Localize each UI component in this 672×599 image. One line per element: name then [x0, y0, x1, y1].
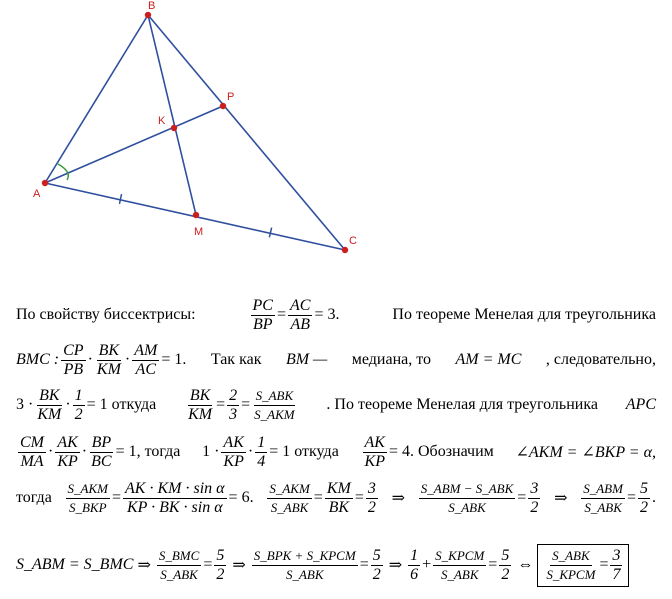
- formula: $\frac{\text{S\_BMC}}{\text{S\_ABK}}$ = $\frac{5}{2}$: [158, 546, 225, 583]
- formula: $\frac{\text{S\_ABM}}{\text{S\_ABK}}$ = $\frac{5}{2}$ .: [583, 479, 656, 516]
- label-p: P: [227, 91, 235, 103]
- formula: $\frac{\text{S\_ABM − S\_ABK}}{\text{S\_ABK}}$ = $\frac{3}{2}$: [420, 479, 539, 516]
- text-fragment: По теореме Менелая для треугольника: [392, 306, 656, 323]
- text-line-4: $\frac{CM}{MA}$ · $\frac{AK}{KP}$ · $\frac{BP}{BC}$ = 1, тогда 1 · $\frac{AK}{KP}$ · $\frac{1}{4}$ = 1 откуда $\frac{AK}{KP}$ = 4. Обозначим ∠AKM = ∠BKP = α,: [16, 430, 656, 474]
- triangle-figure: [0, 0, 672, 275]
- segment-ab: [45, 15, 148, 183]
- label-b: B: [148, 0, 156, 12]
- text-line-1: [16, 293, 656, 337]
- text-fragment: По свойству биссектрисы:: [16, 306, 196, 323]
- point-p: [220, 103, 226, 109]
- segment-bm: [148, 15, 196, 215]
- point-b: [145, 12, 151, 18]
- formula: $\frac{1}{6}$ + $\frac{\text{S\_KPCM}}{\text{S\_ABK}}$ = $\frac{5}{2}$: [410, 546, 510, 583]
- formula: $\frac{\text{S\_AKM}}{\text{S\_ABK}}$ = $\frac{KM}{BK}$ = $\frac{3}{2}$: [269, 479, 376, 516]
- segment-bc: [148, 15, 345, 250]
- formula: $\frac{AK}{KP}$ = 4. Обозначим: [364, 433, 494, 470]
- formula: $\frac{\text{S\_AKM}}{\text{S\_BKP}}$ = $\frac{\text{AK · KM · sin α}}{\text{KP · BK · sin α}}$ = 6.: [67, 479, 254, 516]
- tick-am: [119, 194, 121, 204]
- answer-box: $\frac{\text{S\_ABK}}{\text{S\_KPCM}}$ = $\frac{3}{7}$: [537, 544, 629, 587]
- text-line-5: тогда $\frac{\text{S\_AKM}}{\text{S\_BKP}}$ = $\frac{\text{AK · KM · sin α}}{\text{KP · BK · sin α}}$ = 6. $\frac{\text{S\_AKM}}{\text{S\_ABK}}$ = $\frac{KM}{BK}$ = $\frac{3}{2}$ ⇒ $\frac{\text{S\_ABM − S\_ABK}}{\text{S\_ABK}}$ = $\frac{3}{2}$ ⇒ $\frac{\text{S\_ABM}}{\text{S\_ABK}}$ = $\frac{5}{2}$ .: [16, 479, 656, 516]
- text-line-2: BMC : $\frac{CP}{PB}$ · $\frac{BK}{KM}$ · $\frac{AM}{AC}$ = 1. Так как BM — медиана, то AM = MC , следовательно,: [16, 341, 656, 378]
- text-line-6: S_ABM = S_BMC ⇒ $\frac{\text{S\_BMC}}{\text{S\_ABK}}$ = $\frac{5}{2}$ ⇒ $\frac{\text{S\_BPK + S\_KPCM}}{\text{S\_ABK}}$ = $\frac{5}{2}$ ⇒ $\frac{1}{6}$ + $\frac{\text{S\_KPCM}}{\text{S\_ABK}}$ = $\frac{5}{2}$ ⇔ $\frac{\text{S\_ABK}}{\text{S\_KPCM}}$ = $\frac{3}{7}$: [16, 543, 656, 587]
- angle-arc-a: [58, 164, 68, 180]
- text-line-3: 3 · $\frac{BK}{KM}$ · $\frac{1}{2}$ = 1 откуда $\frac{BK}{KM}$ = $\frac{2}{3}$ = $\frac{\text{S\_ABK}}{\text{S\_AKM}}$ . По теореме Менелая для треугольника APC: [16, 386, 656, 423]
- point-m: [193, 212, 199, 218]
- label-m: M: [194, 226, 204, 238]
- point-k: [171, 125, 177, 131]
- point-a: [42, 180, 48, 186]
- label-k: K: [158, 115, 166, 127]
- formula: 3 · $\frac{BK}{KM}$ · $\frac{1}{2}$ = 1 откуда: [16, 386, 157, 423]
- formula: BMC : $\frac{CP}{PB}$ · $\frac{BK}{KM}$ · $\frac{AM}{AC}$ = 1.: [16, 341, 187, 378]
- formula: 1 · $\frac{AK}{KP}$ · $\frac{1}{4}$ = 1 откуда: [202, 433, 339, 470]
- label-a: A: [33, 188, 41, 200]
- segment-ap: [45, 106, 223, 183]
- point-c: [342, 247, 348, 253]
- formula: $\frac{BK}{KM}$ = $\frac{2}{3}$ = $\frac{\text{S\_ABK}}{\text{S\_AKM}}$: [188, 386, 295, 423]
- formula: $\frac{\text{S\_BPK + S\_KPCM}}{\text{S\_ABK}}$ = $\frac{5}{2}$: [253, 546, 381, 583]
- figure-points: [33, 0, 357, 253]
- formula: $\frac{PC}{BP}$ = $\frac{AC}{AB}$ = 3.: [252, 296, 340, 333]
- formula: $\frac{CM}{MA}$ · $\frac{AK}{KP}$ · $\frac{BP}{BC}$ = 1, тогда: [20, 433, 181, 470]
- label-c: C: [349, 235, 357, 247]
